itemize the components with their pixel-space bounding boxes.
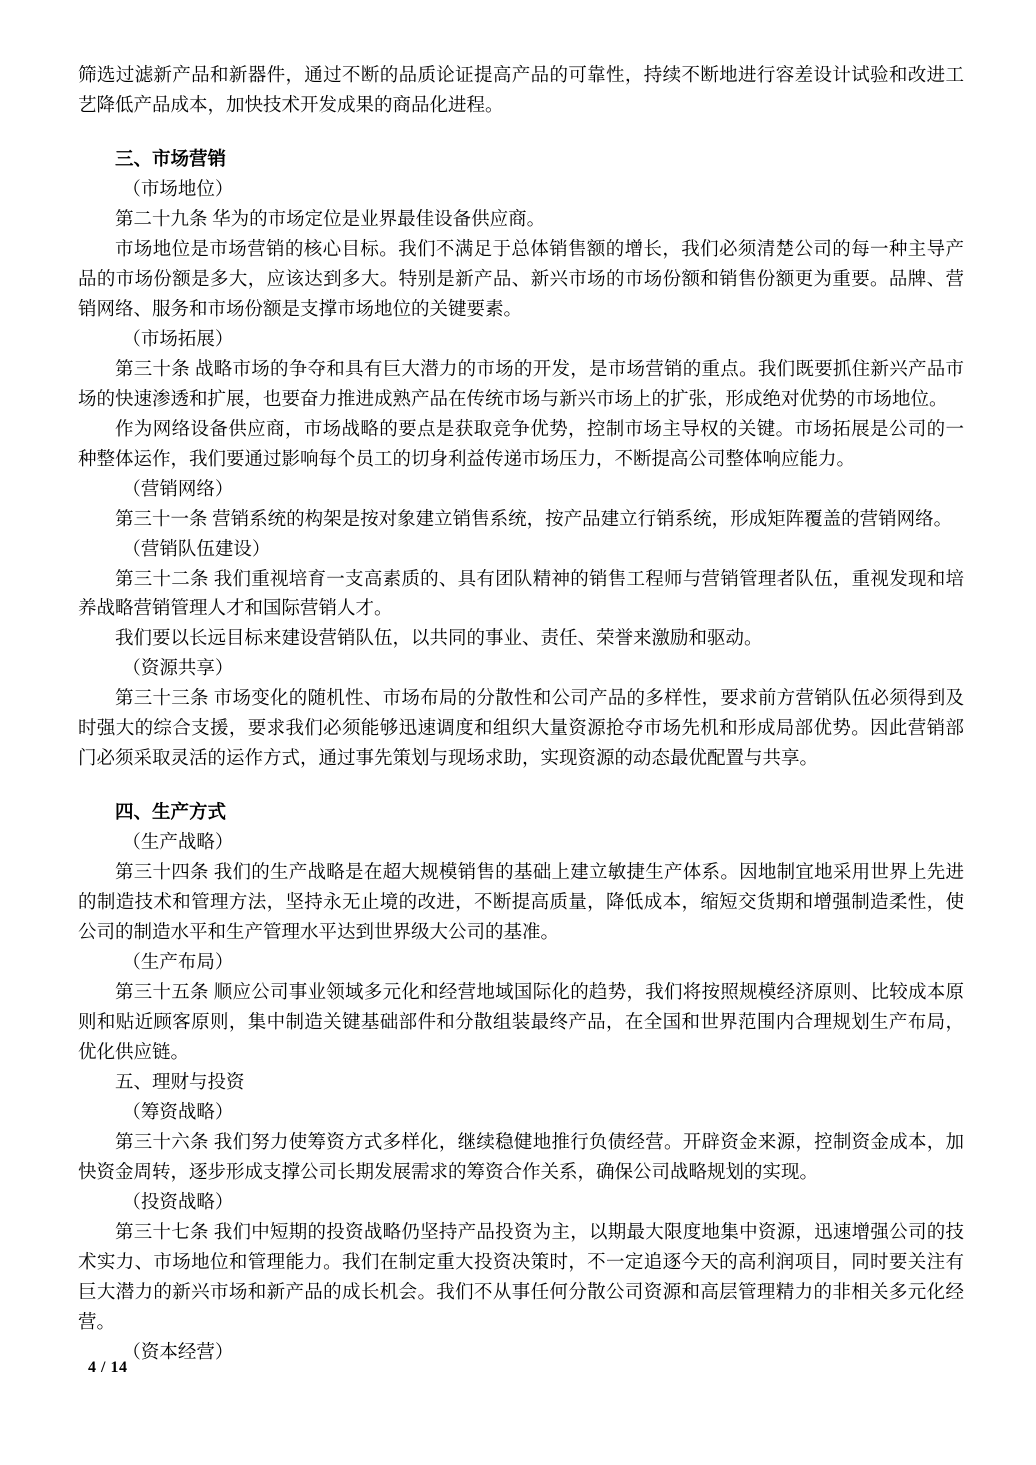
document-body — [78, 62, 964, 1369]
paragraph: 第三十七条 我们中短期的投资战略仍坚持产品投资为主，以期最大限度地集中资源，迅速增强公司的技术实力、市场地位和管理能力。我们在制定重大投资决策时，不一定追逐今天的高利润项目，同时要关注有巨大潜力的新兴市场和新产品的成长机会。我们不从事任何分散公司资源和高层管理精力的非相关多元化经营。 — [78, 1222, 964, 1333]
paragraph: 第三十二条 我们重视培育一支高素质的、具有团队精神的销售工程师与营销管理者队伍，重视发现和培养战略营销管理人才和国际营销人才。 — [78, 569, 964, 620]
subheading: （市场拓展） — [122, 329, 234, 350]
subheading: （投资战略） — [122, 1192, 234, 1213]
paragraph: 第三十三条 市场变化的随机性、市场布局的分散性和公司产品的多样性，要求前方营销队伍必须得到及时强大的综合支援，要求我们必须能够迅速调度和组织大量资源抢夺市场先机和形成局部优势。因此营销部门必须采取灵活的运作方式，通过事先策划与现场求助，实现资源的动态最优配置与共享。 — [78, 689, 964, 770]
paragraph: 市场地位是市场营销的核心目标。我们不满足于总体销售额的增长，我们必须清楚公司的每一种主导产品的市场份额是多大，应该达到多大。特别是新产品、新兴市场的市场份额和销售份额更为重要。品牌、营销网络、服务和市场份额是支撑市场地位的关键要素。 — [78, 239, 964, 320]
subheading: （市场地位） — [122, 179, 234, 200]
paragraph: 筛选过滤新产品和新器件，通过不断的品质论证提高产品的可靠性，持续不断地进行容差设计试验和改进工艺降低产品成本，加快技术开发成果的商品化进程。 — [78, 66, 964, 116]
paragraph: 我们要以长远目标来建设营销队伍，以共同的事业、责任、荣誉来激励和驱动。 — [115, 629, 763, 650]
subheading: （筹资战略） — [122, 1102, 234, 1123]
subheading: （生产战略） — [122, 833, 234, 854]
paragraph: 第三十六条 我们努力使筹资方式多样化，继续稳健地推行负债经营。开辟资金来源，控制资金成本，加快资金周转，逐步形成支撑公司长期发展需求的筹资合作关系，确保公司战略规划的实现。 — [78, 1132, 964, 1183]
paragraph: 第二十九条 华为的市场定位是业界最佳设备供应商。 — [115, 209, 546, 230]
paragraph: 第三十一条 营销系统的构架是按对象建立销售系统，按产品建立行销系统，形成矩阵覆盖的营销网络。 — [115, 509, 953, 530]
subheading: （资本经营） — [122, 1342, 234, 1363]
section-heading-finance: 五、理财与投资 — [115, 1073, 245, 1093]
subheading: （营销网络） — [122, 479, 234, 500]
paragraph: 第三十条 战略市场的争夺和具有巨大潜力的市场的开发，是市场营销的重点。我们既要抓住新兴产品市场的快速渗透和扩展，也要奋力推进成熟产品在传统市场与新兴市场上的扩张，形成绝对优势的市场地位。 — [78, 359, 964, 410]
subheading: （资源共享） — [122, 659, 234, 680]
page-number: 4 / 14 — [88, 1359, 128, 1376]
section-heading-production: 四、生产方式 — [115, 801, 227, 823]
paragraph: 作为网络设备供应商，市场战略的要点是获取竞争优势，控制市场主导权的关键。市场拓展是公司的一种整体运作，我们要通过影响每个员工的切身利益传递市场压力，不断提高公司整体响应能力。 — [78, 419, 964, 470]
subheading: （生产布局） — [122, 953, 234, 974]
paragraph: 第三十五条 顺应公司事业领域多元化和经营地域国际化的趋势，我们将按照规模经济原则、比较成本原则和贴近顾客原则，集中制造关键基础部件和分散组装最终产品，在全国和世界范围内合理规划生产布局，优化供应链。 — [78, 983, 964, 1064]
section-heading-marketing: 三、市场营销 — [115, 147, 227, 169]
subheading: （营销队伍建设） — [122, 539, 271, 560]
paragraph: 第三十四条 我们的生产战略是在超大规模销售的基础上建立敏捷生产体系。因地制宜地采用世界上先进的制造技术和管理方法，坚持永无止境的改进，不断提高质量，降低成本，缩短交货期和增强制造柔性，使公司的制造水平和生产管理水平达到世界级大公司的基准。 — [78, 863, 964, 944]
